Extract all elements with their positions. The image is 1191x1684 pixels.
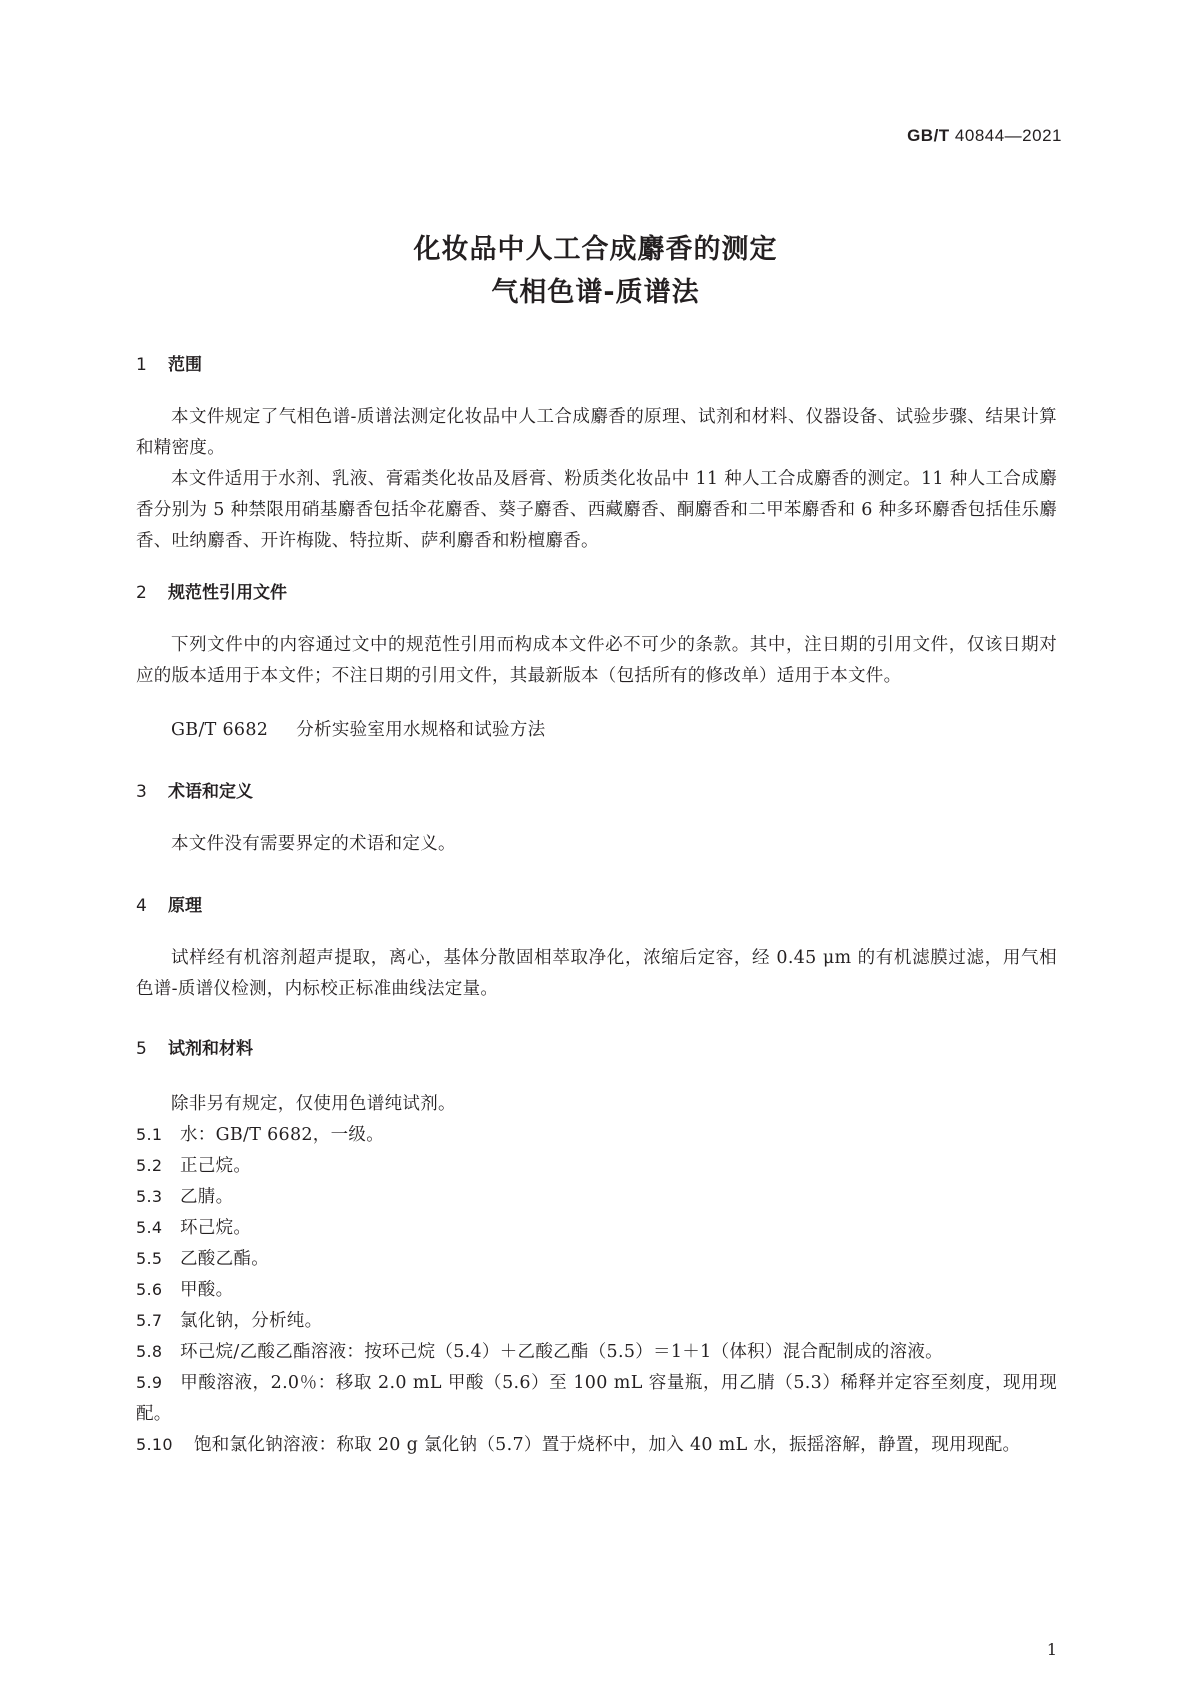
item-number: 5.2	[136, 1156, 163, 1175]
item-text: 环己烷/乙酸乙酯溶液：按环己烷（5.4）＋乙酸乙酯（5.5）＝1＋1（体积）混合配制成的溶液。	[180, 1342, 943, 1362]
item-text: 环己烷。	[180, 1218, 252, 1238]
section-1-paragraph-2: 本文件适用于水剂、乳液、膏霜类化妆品及唇膏、粉质类化妆品中 11 种人工合成麝香的测定。11 种人工合成麝香分别为 5 种禁限用硝基麝香包括伞花麝香、葵子麝香、西藏麝香、酮麝香和二甲苯麝香和 6 种多环麝香包括佳乐麝香、吐纳麝香、开许梅陇、特拉斯、萨利麝香和粉檀麝香。	[136, 469, 1057, 551]
item-number: 5.3	[136, 1187, 163, 1206]
item-text: 乙腈。	[180, 1187, 234, 1207]
list-item	[136, 1305, 1057, 1337]
list-item	[136, 1243, 1057, 1275]
section-5-heading	[136, 1034, 253, 1059]
section-number: 2	[136, 583, 147, 603]
standard-prefix: GB/T	[907, 126, 950, 145]
standard-number	[907, 126, 1062, 146]
document-title	[0, 228, 1191, 314]
list-item	[136, 1274, 1057, 1306]
section-5-paragraph-1: 除非另有规定，仅使用色谱纯试剂。	[171, 1094, 456, 1114]
section-number: 3	[136, 782, 147, 802]
list-item	[136, 1336, 1057, 1368]
title-line-2: 气相色谱-质谱法	[491, 277, 700, 308]
item-text: 乙酸乙酯。	[180, 1249, 269, 1269]
list-item	[136, 1212, 1057, 1244]
item-text: 氯化钠，分析纯。	[180, 1311, 323, 1331]
section-1-paragraph-1: 本文件规定了气相色谱-质谱法测定化妆品中人工合成麝香的原理、试剂和材料、仪器设备、试验步骤、结果计算和精密度。	[136, 407, 1057, 458]
item-number: 5.4	[136, 1218, 163, 1237]
item-number: 5.8	[136, 1342, 163, 1361]
reference-name: 分析实验室用水规格和试验方法	[296, 720, 546, 740]
item-number: 5.6	[136, 1280, 163, 1299]
list-item	[136, 1367, 1057, 1430]
section-2-heading	[136, 578, 287, 603]
item-number: 5.10	[136, 1435, 173, 1454]
section-4-heading	[136, 891, 202, 916]
item-text: 水：GB/T 6682，一级。	[180, 1125, 385, 1145]
section-number: 1	[136, 355, 147, 375]
section-title: 试剂和材料	[168, 1039, 253, 1059]
item-text: 饱和氯化钠溶液：称取 20 g 氯化钠（5.7）置于烧杯中，加入 40 mL 水，振摇溶解，静置，现用现配。	[194, 1435, 1021, 1455]
section-number: 5	[136, 1039, 147, 1059]
section-1-heading	[136, 350, 202, 375]
list-item	[136, 1181, 1057, 1213]
item-text: 正己烷。	[180, 1156, 252, 1176]
page-number: 1	[1046, 1640, 1057, 1659]
list-item	[136, 1429, 1057, 1461]
section-title: 范围	[168, 355, 202, 375]
list-item	[136, 1119, 1057, 1151]
section-title: 术语和定义	[168, 782, 253, 802]
item-number: 5.1	[136, 1125, 163, 1144]
list-item	[136, 1150, 1057, 1182]
standard-code: 40844—2021	[954, 126, 1062, 145]
reference-code: GB/T 6682	[171, 720, 269, 740]
item-number: 5.5	[136, 1249, 163, 1268]
item-number: 5.9	[136, 1373, 163, 1392]
section-title: 规范性引用文件	[168, 583, 287, 603]
section-2-paragraph-1: 下列文件中的内容通过文中的规范性引用而构成本文件必不可少的条款。其中，注日期的引用文件，仅该日期对应的版本适用于本文件；不注日期的引用文件，其最新版本（包括所有的修改单）适用于本文件。	[136, 635, 1057, 686]
item-text: 甲酸。	[180, 1280, 234, 1300]
section-4-paragraph-1: 试样经有机溶剂超声提取，离心，基体分散固相萃取净化，浓缩后定容，经 0.45 μm 的有机滤膜过滤，用气相色谱-质谱仪检测，内标校正标准曲线法定量。	[136, 948, 1057, 999]
section-number: 4	[136, 896, 147, 916]
item-number: 5.7	[136, 1311, 163, 1330]
section-3-heading	[136, 777, 253, 802]
title-line-1: 化妆品中人工合成麝香的测定	[413, 234, 778, 265]
item-text: 甲酸溶液，2.0％：移取 2.0 mL 甲酸（5.6）至 100 mL 容量瓶，用乙腈（5.3）稀释并定容至刻度，现用现配。	[136, 1373, 1057, 1424]
normative-reference	[171, 715, 545, 746]
section-3-paragraph-1: 本文件没有需要界定的术语和定义。	[171, 834, 456, 854]
section-title: 原理	[168, 896, 202, 916]
